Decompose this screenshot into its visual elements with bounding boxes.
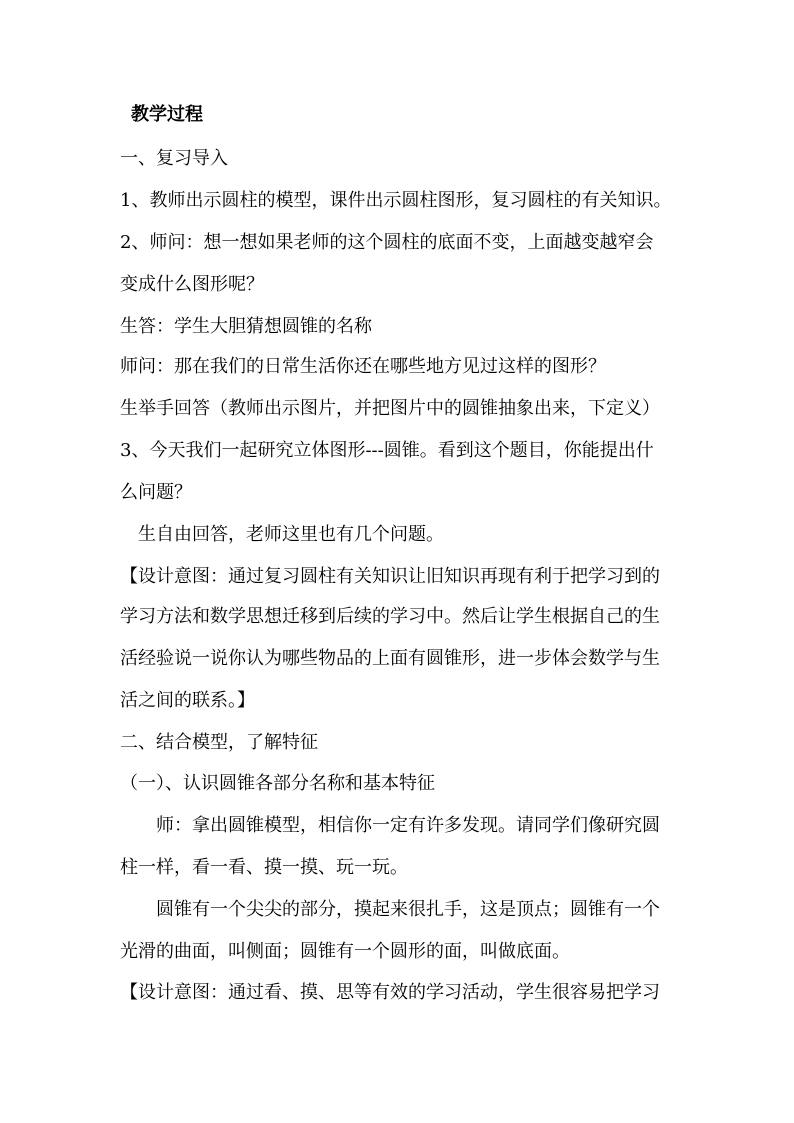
- paragraph-line: 圆锥有一个尖尖的部分，摸起来很扎手，这是顶点；圆锥有一个: [156, 899, 660, 920]
- heading-model-features: 二、结合模型，了解特征: [120, 732, 318, 753]
- design-intent-note: 活经验说一说你认为哪些物品的上面有圆锥形，进一步体会数学与生: [120, 648, 660, 669]
- paragraph-line: 光滑的曲面，叫侧面；圆锥有一个圆形的面，叫做底面。: [120, 941, 570, 962]
- heading-review-intro: 一、复习导入: [120, 148, 228, 169]
- paragraph-line: 生举手回答（教师出示图片，并把图片中的圆锥抽象出来，下定义）: [120, 398, 660, 419]
- design-intent-note: 学习方法和数学思想迁移到后续的学习中。然后让学生根据自己的生: [120, 606, 660, 627]
- paragraph-line: 师：拿出圆锥模型，相信你一定有许多发现。请同学们像研究圆: [156, 815, 660, 836]
- paragraph-line: 2、师问：想一想如果老师的这个圆柱的底面不变，上面越变越窄会: [120, 232, 654, 253]
- design-intent-note: 【设计意图：通过复习圆柱有关知识让旧知识再现有利于把学习到的: [120, 566, 660, 587]
- subheading-cone-parts: （一）、认识圆锥各部分名称和基本特征: [120, 773, 435, 794]
- paragraph-line: 柱一样，看一看、摸一摸、玩一玩。: [120, 857, 408, 878]
- paragraph-line: 么问题？: [120, 482, 192, 503]
- paragraph-line: 师问：那在我们的日常生活你还在哪些地方见过这样的图形？: [120, 356, 606, 377]
- paragraph-line: 1、教师出示圆柱的模型，课件出示圆柱图形，复习圆柱的有关知识。: [120, 190, 672, 211]
- section-title: 教学过程: [131, 104, 203, 125]
- paragraph-line: 3、今天我们一起研究立体图形---圆锥。看到这个题目，你能提出什: [120, 440, 654, 461]
- paragraph-line: 变成什么图形呢？: [120, 274, 264, 295]
- design-intent-note: 活之间的联系。】: [120, 690, 255, 711]
- design-intent-note: 【设计意图：通过看、摸、思等有效的学习活动，学生很容易把学习: [120, 982, 660, 1003]
- paragraph-line: 生自由回答，老师这里也有几个问题。: [138, 524, 444, 545]
- paragraph-line: 生答：学生大胆猜想圆锥的名称: [120, 316, 372, 337]
